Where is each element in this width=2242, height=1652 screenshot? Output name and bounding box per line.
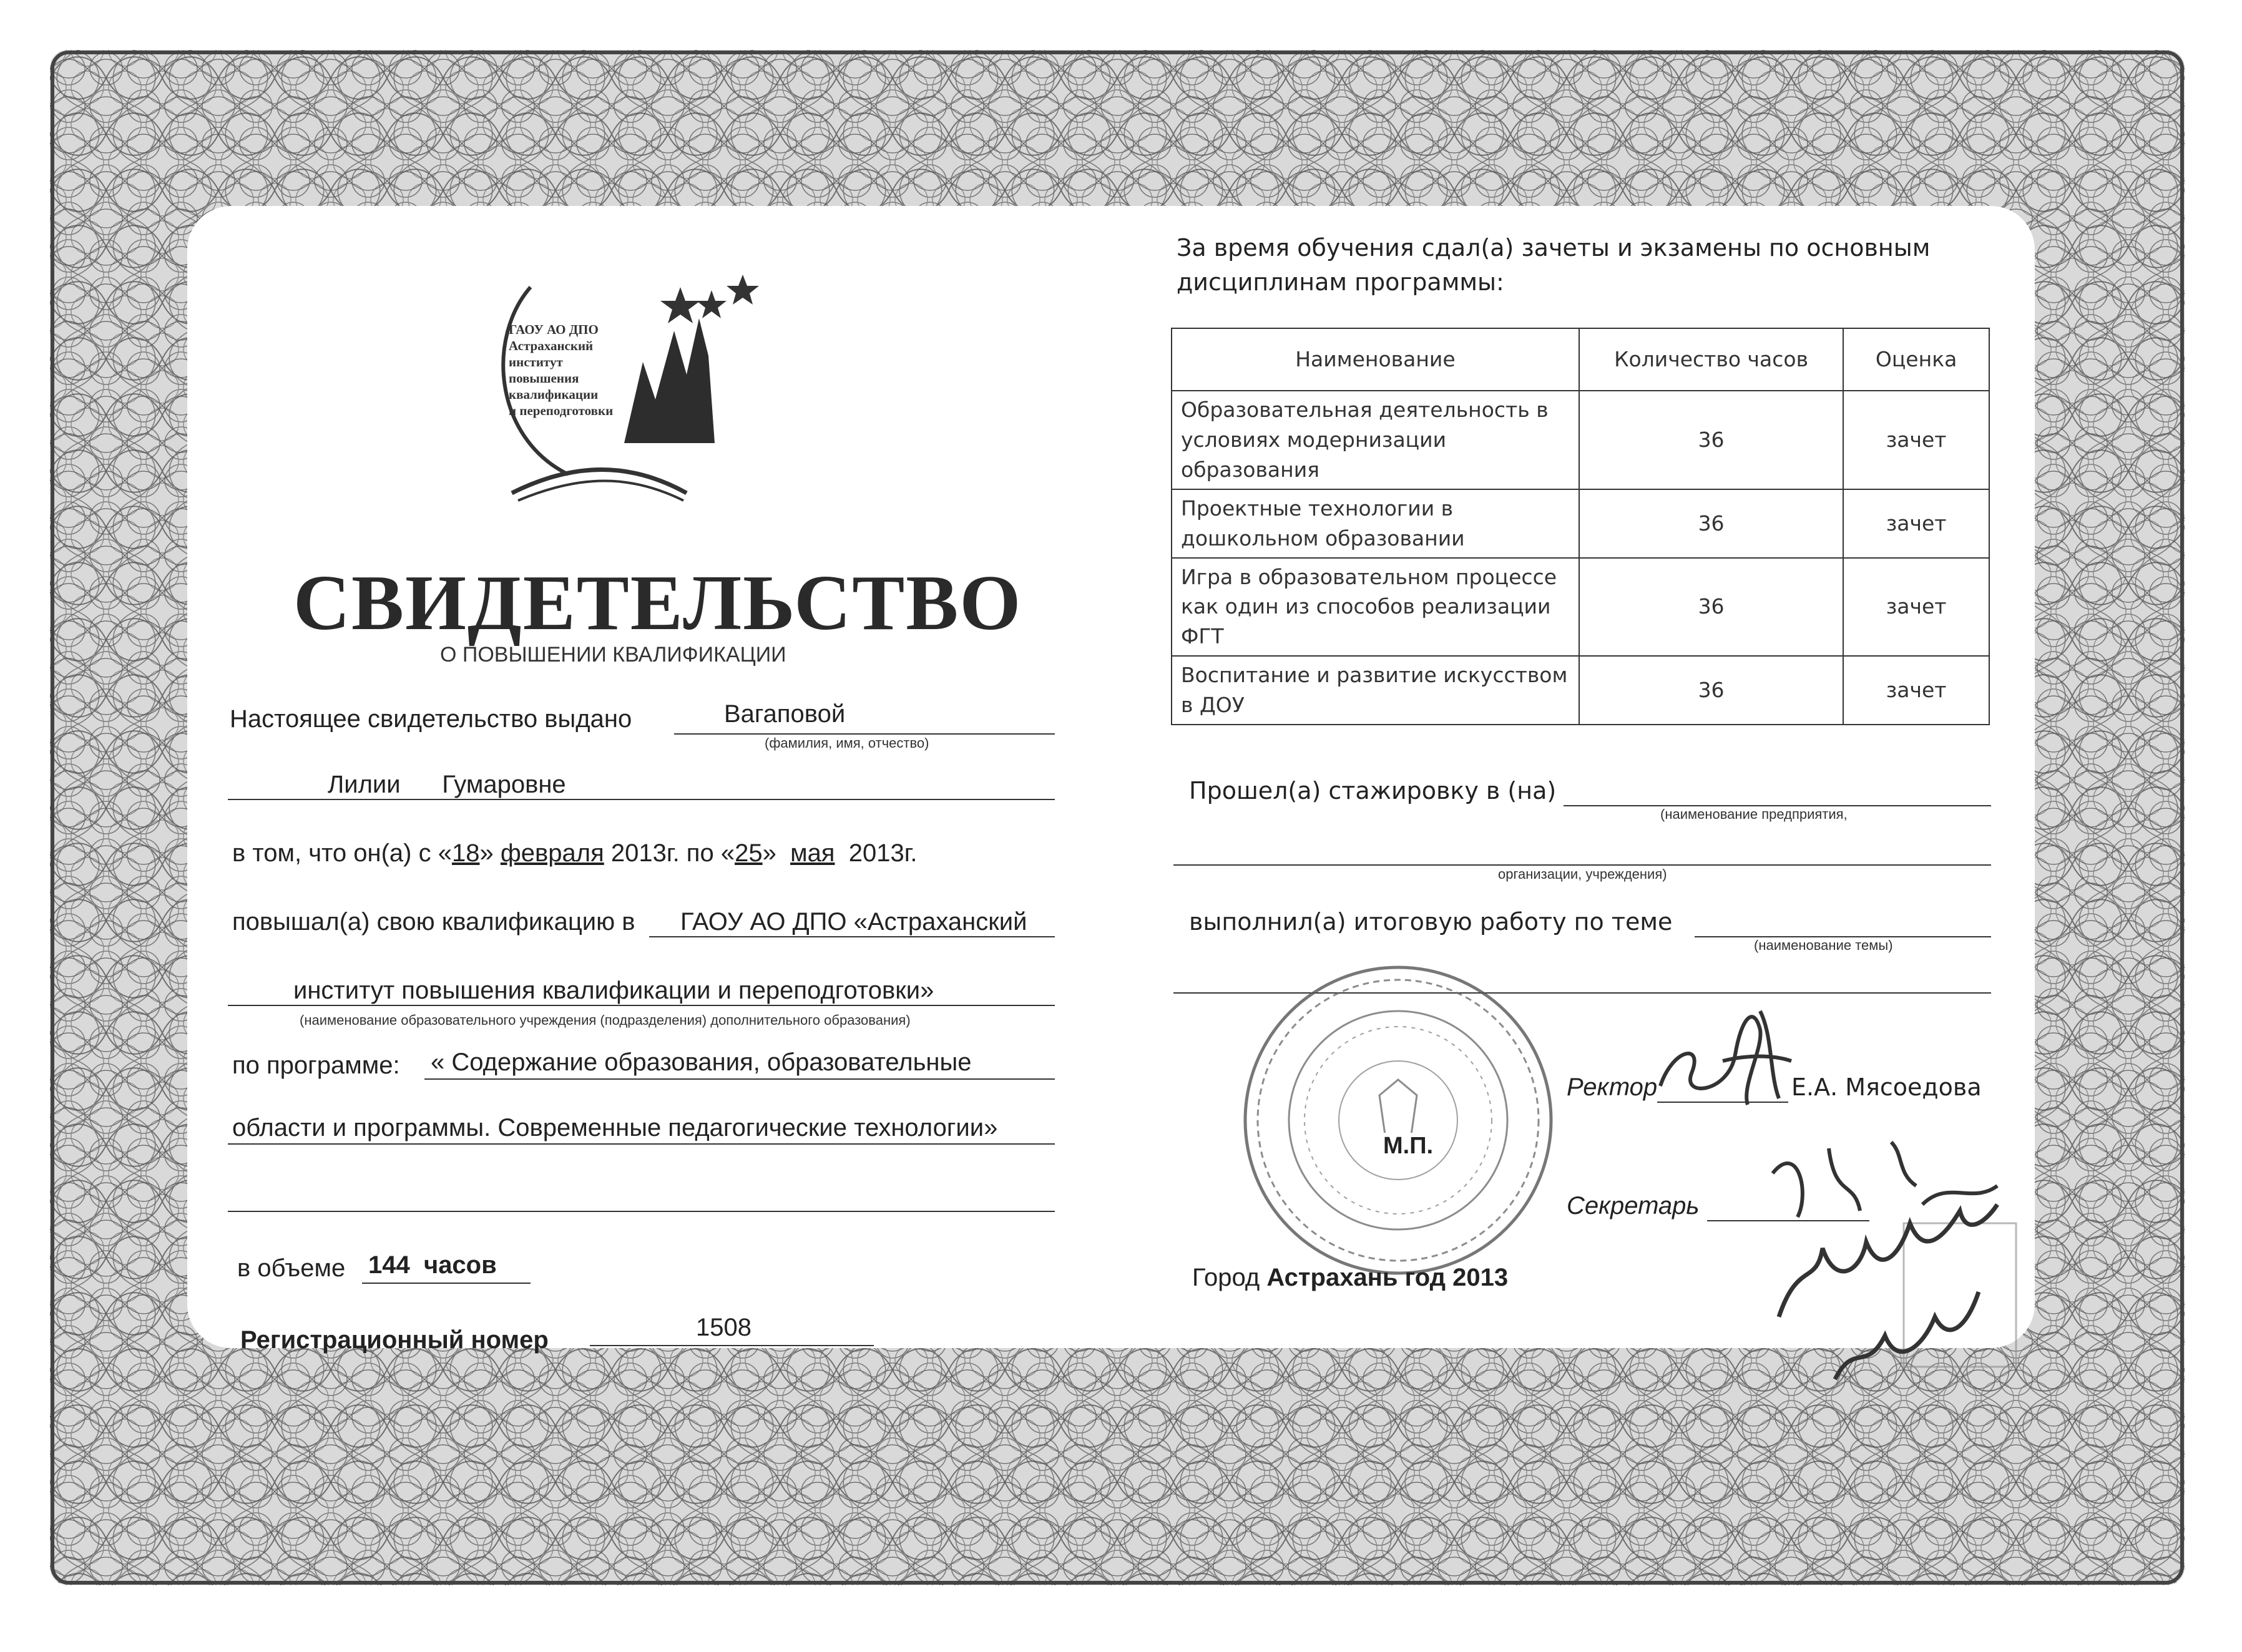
- period-day-to: 25: [735, 839, 763, 867]
- registration-number: 1508: [696, 1314, 751, 1341]
- exams-intro-line-2: дисциплинам программы:: [1177, 268, 1504, 296]
- institution-hint: (наименование образовательного учреждения (подразделения) дополнительного образования): [300, 1012, 911, 1028]
- subject-name: Воспитание и развитие искусством в ДОУ: [1172, 656, 1579, 725]
- registration-underline: [590, 1345, 874, 1346]
- qualification-label: повышал(а) свою квалификацию в: [232, 908, 635, 936]
- subject-grade: зачет: [1843, 558, 1989, 657]
- program-underline-3: [228, 1211, 1055, 1212]
- certificate-subtitle: О ПОВЫШЕНИИ КВАЛИФИКАЦИИ: [440, 643, 786, 667]
- table-header-row: [1172, 328, 1989, 391]
- period-sep: »: [479, 839, 494, 867]
- period-year-to: 2013г.: [848, 839, 918, 867]
- subject-hours: 36: [1579, 391, 1843, 489]
- period-year-from: 2013г. по «: [610, 839, 735, 867]
- final-work-label: выполнил(а) итоговую работу по теме: [1189, 908, 1673, 936]
- holder-surname: Вагаповой: [724, 700, 846, 728]
- header-hours: Количество часов: [1579, 328, 1843, 391]
- subject-grade: зачет: [1843, 656, 1989, 725]
- logo-line: Астраханский: [509, 338, 594, 353]
- logo-text: [509, 321, 613, 419]
- table-row: [1172, 391, 1989, 489]
- secretary-label: Секретарь: [1567, 1192, 1700, 1219]
- volume-underline: [362, 1283, 531, 1284]
- rector-name: Е.А. Мясоедова: [1791, 1073, 1982, 1101]
- program-line-1: « Содержание образования, образовательные: [431, 1048, 972, 1076]
- institution-line-2: институт повышения квалификации и переподготовки»: [293, 977, 934, 1004]
- institution-underline-1: [649, 936, 1055, 937]
- period-sep: »: [762, 839, 776, 867]
- period-month-to: мая: [790, 839, 835, 867]
- table-row: [1172, 558, 1989, 657]
- subject-name: Образовательная деятельность в условиях модернизации образования: [1172, 391, 1579, 489]
- rector-label: Ректор: [1567, 1073, 1658, 1101]
- issued-label: Настоящее свидетельство выдано: [230, 705, 632, 733]
- table-row: [1172, 489, 1989, 558]
- program-label: по программе:: [232, 1052, 400, 1079]
- certificate-title: СВИДЕТЕЛЬСТВО: [293, 560, 1022, 647]
- subject-hours: 36: [1579, 489, 1843, 558]
- footer-year: год 2013: [1404, 1264, 1509, 1291]
- program-line-2: области и программы. Современные педагогические технологии»: [232, 1114, 998, 1141]
- program-underline-1: [424, 1078, 1055, 1080]
- volume-value: 144 часов: [368, 1251, 497, 1279]
- subject-hours: 36: [1579, 656, 1843, 725]
- footer-city: [1192, 1264, 1508, 1292]
- rector-signature-icon: [1648, 992, 1798, 1117]
- program-underline-2: [228, 1143, 1055, 1145]
- logo-line: ГАОУ АО ДПО: [509, 322, 599, 337]
- internship-label: Прошел(а) стажировку в (на): [1189, 777, 1557, 804]
- header-grade: Оценка: [1843, 328, 1989, 391]
- logo-line: и переподготовки: [509, 403, 614, 418]
- period-day-from: 18: [451, 839, 480, 867]
- holder-name: Лилии Гумаровне: [328, 771, 566, 798]
- registration-label: Регистрационный номер: [240, 1326, 549, 1354]
- period-month-from: февраля: [500, 839, 604, 867]
- city-label: Город: [1192, 1264, 1260, 1291]
- internship-hint-1: (наименование предприятия,: [1660, 806, 1848, 822]
- volume-label: в объеме: [237, 1254, 346, 1282]
- secretary-signature-icon: [1760, 1130, 2047, 1417]
- institution-line-1: ГАОУ АО ДПО «Астраханский: [680, 908, 1027, 936]
- subjects-table: [1171, 328, 1990, 725]
- exams-intro-line-1: За время обучения сдал(а) зачеты и экзамены по основным: [1177, 234, 1931, 261]
- seal-mp-label: М.П.: [1379, 1133, 1437, 1160]
- study-period: [232, 839, 918, 868]
- table-row: [1172, 656, 1989, 725]
- institution-underline-2: [228, 1005, 1055, 1006]
- name-underline: [228, 799, 1055, 800]
- final-work-hint: (наименование темы): [1754, 937, 1893, 953]
- subject-grade: зачет: [1843, 391, 1989, 489]
- logo-line: квалификации: [509, 387, 599, 402]
- city-name: Астрахань: [1266, 1264, 1398, 1291]
- subject-name: Игра в образовательном процессе как один из способов реализации ФГТ: [1172, 558, 1579, 657]
- logo-line: институт: [509, 354, 563, 369]
- surname-hint: (фамилия, имя, отчество): [765, 735, 929, 751]
- internship-underline-2: [1173, 864, 1991, 866]
- subject-hours: 36: [1579, 558, 1843, 657]
- logo-line: повышения: [509, 371, 579, 386]
- official-seal: [1239, 961, 1557, 1279]
- internship-hint-2: организации, учреждения): [1498, 866, 1667, 882]
- seal-stamp-icon: [1239, 961, 1557, 1279]
- subject-name: Проектные технологии в дошкольном образовании: [1172, 489, 1579, 558]
- header-name: Наименование: [1172, 328, 1579, 391]
- period-prefix: в том, что он(а) с «: [232, 839, 452, 867]
- surname-underline: [674, 733, 1055, 735]
- subject-grade: зачет: [1843, 489, 1989, 558]
